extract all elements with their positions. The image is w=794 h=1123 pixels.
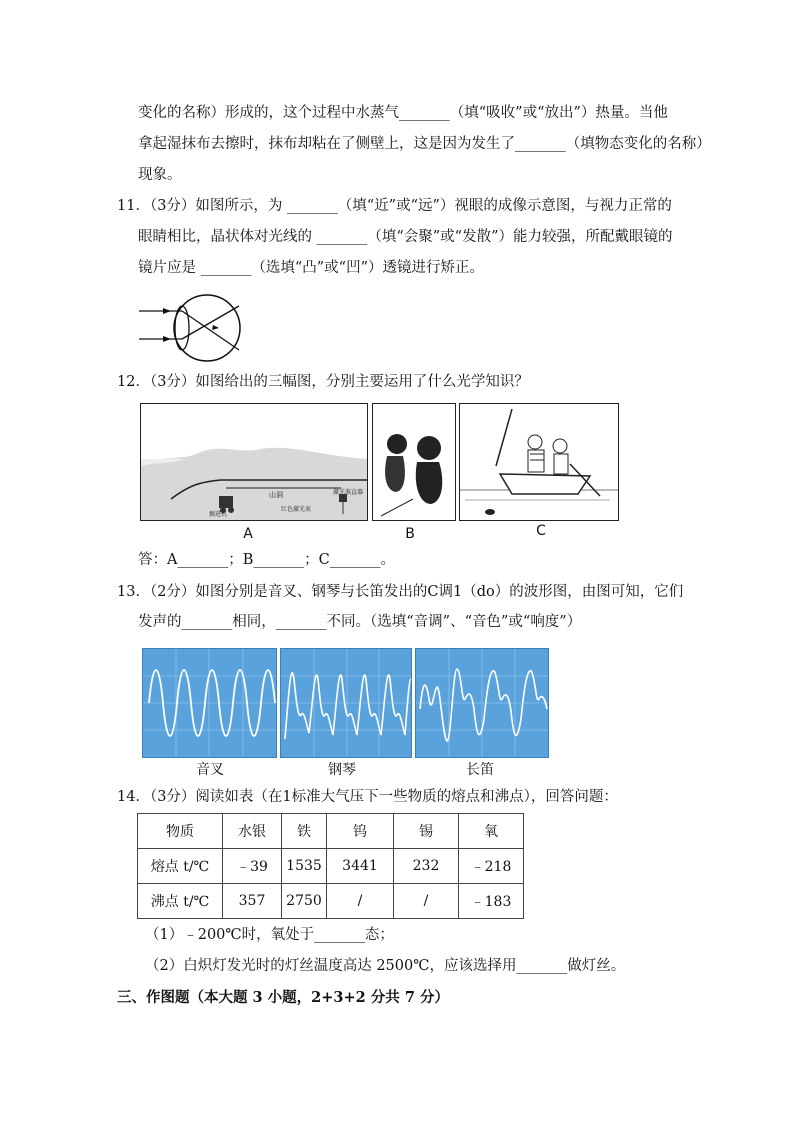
- eye-diagram: [137, 292, 249, 364]
- table-cell: 2750: [282, 884, 327, 919]
- table-cell: 3441: [327, 849, 394, 884]
- table-cell: /: [327, 884, 394, 919]
- table-cell: ﹣39: [223, 849, 282, 884]
- label-laser-beam: 红色激光束: [281, 506, 312, 513]
- q14-sub1: （1）﹣200℃时，氧处于_______态；: [145, 927, 394, 943]
- table-cell: 沸点 t/℃: [138, 884, 223, 919]
- label-a: A: [243, 526, 253, 542]
- table-cell: 357: [223, 884, 282, 919]
- table-header-cell: 铁: [282, 814, 327, 849]
- table-cell: /: [394, 884, 459, 919]
- table-header-cell: 氧: [459, 814, 524, 849]
- table-cell: 1535: [282, 849, 327, 884]
- table-row: [138, 884, 524, 919]
- q11-line1: 11．（3分）如图所示，为 _______（填“近”或“远”）视眼的成像示意图，与视力正常的: [117, 198, 672, 214]
- table-cell: ﹣218: [459, 849, 524, 884]
- caption-piano: 钢琴: [328, 762, 356, 778]
- q12-answer: 答：A_______；B_______；C_______。: [138, 552, 395, 568]
- label-mountain: 山洞: [269, 491, 283, 499]
- table-cell: ﹣183: [459, 884, 524, 919]
- picture-b-shadows: [372, 403, 456, 521]
- q13-line1: 13．（2分）如图分别是音叉、钢琴与长笛发出的C调1（do）的波形图，由图可知，它们: [117, 584, 684, 600]
- table-header-cell: 物质: [138, 814, 223, 849]
- waveform-piano: [280, 648, 412, 758]
- q10-line3: 现象。: [138, 167, 182, 183]
- q13-line2: 发声的_______相同，_______不同。（选填“音调”、“音色”或“响度”）: [138, 614, 582, 630]
- q11-line2: 眼睛相比，晶状体对光线的 _______（填“会聚”或“发散”）能力较强，所配戴眼镜的: [138, 229, 673, 245]
- q14-line1: 14．（3分）阅读如表（在1标准大气压下一些物质的熔点和沸点），回答问题：: [117, 789, 618, 805]
- table-row: [138, 849, 524, 884]
- picture-c-spear-fishing: [459, 403, 619, 521]
- waveform-flute: [415, 648, 549, 758]
- section3-title: 三、作图题（本大题 3 小题，2+3+2 分共 7 分）: [117, 989, 449, 1006]
- waveform-tuning-fork: [142, 648, 277, 758]
- q11-line3: 镜片应是 _______（选填“凸”或“凹”）透镜进行矫正。: [138, 260, 485, 276]
- q14-sub2: （2）白炽灯发光时的灯丝温度高达 2500℃，应该选择用_______做灯丝。: [145, 958, 626, 974]
- q10-line2: 拿起湿抹布去擦时，抹布却粘在了侧壁上，这是因为发生了_______（填物态变化的名称）: [138, 136, 711, 152]
- table-header-cell: 水银: [223, 814, 282, 849]
- q12-line1: 12．（3分）如图给出的三幅图，分别主要运用了什么光学知识？: [117, 374, 529, 390]
- caption-flute: 长笛: [466, 762, 494, 778]
- label-tunnel-machine: 掘进机: [209, 511, 228, 518]
- table-cell: 熔点 t/℃: [138, 849, 223, 884]
- picture-a-laser-tunnel: [140, 403, 368, 521]
- label-b: B: [405, 526, 415, 542]
- q10-line1: 变化的名称）形成的，这个过程中水蒸气_______（填“吸收”或“放出”）热量。当他: [138, 105, 668, 121]
- melting-boiling-table: [137, 813, 524, 919]
- caption-tuning-fork: 音叉: [196, 762, 224, 778]
- table-header-cell: 锡: [394, 814, 459, 849]
- table-header-cell: 钨: [327, 814, 394, 849]
- label-c: C: [536, 523, 546, 539]
- table-cell: 232: [394, 849, 459, 884]
- label-laser: 激光准直器: [333, 489, 364, 496]
- table-header-row: [138, 814, 524, 849]
